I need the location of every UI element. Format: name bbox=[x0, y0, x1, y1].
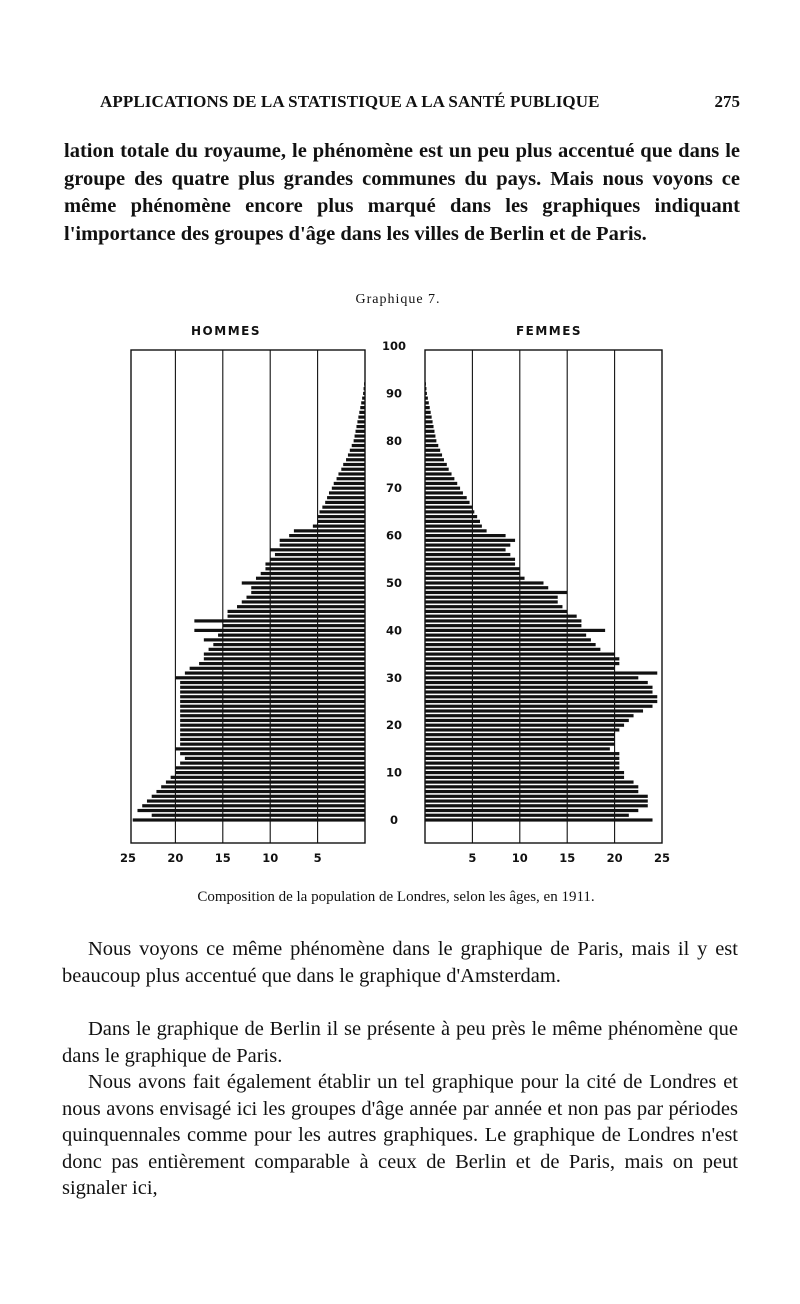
bar-femmes-age-77 bbox=[425, 453, 442, 456]
age-tick-50: 50 bbox=[385, 576, 403, 590]
bar-femmes-age-74 bbox=[425, 468, 449, 471]
bar-femmes-age-88 bbox=[425, 401, 429, 404]
bar-hommes-age-41 bbox=[223, 624, 365, 627]
bar-femmes-age-78 bbox=[425, 449, 440, 452]
bar-femmes-age-32 bbox=[425, 667, 615, 670]
bar-femmes-age-4 bbox=[425, 799, 648, 802]
bar-femmes-age-85 bbox=[425, 416, 432, 419]
bar-hommes-age-45 bbox=[237, 605, 365, 608]
value-tick-right-5: 5 bbox=[468, 851, 477, 865]
bar-femmes-age-1 bbox=[425, 814, 629, 817]
bar-femmes-age-29 bbox=[425, 681, 648, 684]
value-tick-left-5: 5 bbox=[313, 851, 322, 865]
bar-hommes-age-86 bbox=[359, 411, 365, 414]
bar-hommes-age-91 bbox=[364, 387, 365, 390]
bar-hommes-age-38 bbox=[204, 638, 365, 641]
bar-hommes-age-92 bbox=[364, 382, 365, 385]
bar-femmes-age-16 bbox=[425, 743, 615, 746]
bar-hommes-age-62 bbox=[313, 525, 365, 528]
bar-femmes-age-21 bbox=[425, 719, 629, 722]
bar-hommes-age-22 bbox=[180, 714, 365, 717]
bar-femmes-age-0 bbox=[425, 818, 653, 821]
bar-femmes-age-71 bbox=[425, 482, 457, 485]
age-tick-70: 70 bbox=[385, 481, 403, 496]
age-tick-80: 80 bbox=[385, 433, 403, 448]
bar-femmes-age-17 bbox=[425, 738, 615, 741]
bar-hommes-age-27 bbox=[180, 690, 365, 693]
age-tick-30: 30 bbox=[385, 670, 403, 685]
bar-hommes-age-58 bbox=[280, 543, 365, 546]
bar-hommes-age-40 bbox=[194, 629, 365, 632]
bar-hommes-age-85 bbox=[358, 416, 365, 419]
bar-femmes-age-68 bbox=[425, 496, 467, 499]
age-tick-40: 40 bbox=[385, 623, 403, 638]
bar-femmes-age-10 bbox=[425, 771, 624, 774]
bar-femmes-age-46 bbox=[425, 600, 558, 603]
paragraph-2: Nous voyons ce même phénomène dans le graphique de Paris, mais il y est beaucoup plus accentué que dans le graphique d'Amsterdam. bbox=[62, 938, 738, 987]
bar-hommes-age-26 bbox=[180, 695, 365, 698]
bar-femmes-age-53 bbox=[425, 567, 520, 570]
bar-femmes-age-34 bbox=[425, 657, 619, 660]
bar-hommes-age-80 bbox=[354, 439, 365, 442]
bar-hommes-age-52 bbox=[261, 572, 365, 575]
age-tick-20: 20 bbox=[385, 718, 403, 733]
bar-hommes-age-43 bbox=[228, 615, 365, 618]
bar-femmes-age-7 bbox=[425, 785, 638, 788]
bar-hommes-age-24 bbox=[180, 705, 365, 708]
bar-femmes-age-3 bbox=[425, 804, 648, 807]
bar-femmes-age-59 bbox=[425, 539, 515, 542]
bar-hommes-age-42 bbox=[194, 619, 365, 622]
bar-hommes-age-57 bbox=[270, 548, 365, 551]
bar-hommes-age-32 bbox=[190, 667, 365, 670]
bar-femmes-age-5 bbox=[425, 795, 648, 798]
label-femmes: FEMMES bbox=[515, 324, 583, 338]
bar-femmes-age-51 bbox=[425, 577, 525, 580]
page-number: 275 bbox=[714, 92, 740, 111]
bar-hommes-age-44 bbox=[228, 610, 365, 613]
bar-femmes-age-38 bbox=[425, 638, 591, 641]
bar-femmes-age-36 bbox=[425, 648, 600, 651]
bar-femmes-age-50 bbox=[425, 581, 544, 584]
bar-hommes-age-50 bbox=[242, 581, 365, 584]
bar-hommes-age-25 bbox=[180, 700, 365, 703]
bar-hommes-age-61 bbox=[294, 529, 365, 532]
bar-femmes-age-13 bbox=[425, 757, 619, 760]
bar-hommes-age-5 bbox=[152, 795, 365, 798]
bar-femmes-age-26 bbox=[425, 695, 657, 698]
bar-femmes-age-22 bbox=[425, 714, 634, 717]
running-title: APPLICATIONS DE LA STATISTIQUE A LA SANTÉ PUBLIQUE bbox=[100, 92, 600, 111]
bar-hommes-age-74 bbox=[341, 468, 365, 471]
bar-femmes-age-67 bbox=[425, 501, 470, 504]
bar-femmes-age-37 bbox=[425, 643, 596, 646]
bar-hommes-age-6 bbox=[156, 790, 365, 793]
bar-hommes-age-3 bbox=[142, 804, 365, 807]
bar-femmes-age-44 bbox=[425, 610, 567, 613]
value-tick-right-25: 25 bbox=[653, 851, 671, 865]
bar-femmes-age-41 bbox=[425, 624, 581, 627]
bar-hommes-age-31 bbox=[185, 671, 365, 674]
bar-hommes-age-56 bbox=[275, 553, 365, 556]
paragraph-3: Dans le graphique de Berlin il se présente à peu près le même phénomène que dans le graphique de Paris. bbox=[62, 1018, 738, 1067]
bar-hommes-age-83 bbox=[356, 425, 365, 428]
bar-femmes-age-28 bbox=[425, 686, 653, 689]
bar-femmes-age-75 bbox=[425, 463, 447, 466]
bar-femmes-age-15 bbox=[425, 747, 610, 750]
bar-femmes-age-69 bbox=[425, 491, 463, 494]
bar-hommes-age-63 bbox=[318, 520, 365, 523]
bar-femmes-age-48 bbox=[425, 591, 567, 594]
bar-femmes-age-33 bbox=[425, 662, 619, 665]
bar-hommes-age-55 bbox=[270, 558, 365, 561]
bar-femmes-age-70 bbox=[425, 487, 460, 490]
bar-hommes-age-65 bbox=[319, 510, 365, 513]
age-tick-100: 100 bbox=[381, 339, 407, 353]
bar-hommes-age-76 bbox=[346, 458, 365, 461]
bar-femmes-age-76 bbox=[425, 458, 444, 461]
value-tick-right-15: 15 bbox=[559, 851, 576, 865]
bar-femmes-age-61 bbox=[425, 529, 487, 532]
paragraph-4: Nous avons fait également établir un tel graphique pour la cité de Londres et nous avons envisagé ici les groupes d'âge année par année et non pas par périodes quinquennales comme pour les autres graphiques. Le graphique de Londres n'est donc pas entièrement comparable à ceux de Berlin et de Paris, mais on peut signaler ici, bbox=[62, 1071, 738, 1199]
bar-hommes-age-0 bbox=[133, 818, 365, 821]
bar-femmes-age-82 bbox=[425, 430, 434, 433]
bar-femmes-age-35 bbox=[425, 653, 615, 656]
age-tick-10: 10 bbox=[385, 765, 403, 780]
bar-hommes-age-51 bbox=[256, 577, 365, 580]
bar-hommes-age-18 bbox=[180, 733, 365, 736]
bar-femmes-age-12 bbox=[425, 762, 619, 765]
bar-femmes-age-39 bbox=[425, 634, 586, 637]
age-tick-60: 60 bbox=[385, 528, 403, 543]
bar-femmes-age-8 bbox=[425, 780, 634, 783]
bar-hommes-age-53 bbox=[265, 567, 365, 570]
bar-hommes-age-14 bbox=[180, 752, 365, 755]
bar-hommes-age-48 bbox=[251, 591, 365, 594]
bar-femmes-age-55 bbox=[425, 558, 515, 561]
bar-femmes-age-2 bbox=[425, 809, 638, 812]
bar-femmes-age-54 bbox=[425, 562, 515, 565]
value-tick-left-20: 20 bbox=[167, 851, 184, 865]
bar-hommes-age-60 bbox=[289, 534, 365, 537]
bar-hommes-age-11 bbox=[175, 766, 365, 769]
bar-femmes-age-27 bbox=[425, 690, 653, 693]
bar-hommes-age-7 bbox=[161, 785, 365, 788]
bar-hommes-age-81 bbox=[355, 434, 365, 437]
bar-hommes-age-17 bbox=[180, 738, 365, 741]
bar-femmes-age-18 bbox=[425, 733, 615, 736]
age-tick-90: 90 bbox=[385, 386, 403, 401]
bar-hommes-age-2 bbox=[137, 809, 365, 812]
bar-femmes-age-23 bbox=[425, 709, 643, 712]
bar-femmes-age-72 bbox=[425, 477, 454, 480]
bar-hommes-age-89 bbox=[362, 397, 365, 400]
bar-hommes-age-72 bbox=[337, 477, 365, 480]
bar-femmes-age-80 bbox=[425, 439, 436, 442]
bar-femmes-age-63 bbox=[425, 520, 480, 523]
bar-hommes-age-19 bbox=[180, 728, 365, 731]
population-pyramid-chart bbox=[0, 280, 800, 910]
bar-hommes-age-34 bbox=[204, 657, 365, 660]
bar-femmes-age-43 bbox=[425, 615, 577, 618]
bar-hommes-age-78 bbox=[350, 449, 365, 452]
value-tick-right-20: 20 bbox=[606, 851, 623, 865]
bar-hommes-age-10 bbox=[175, 771, 365, 774]
bar-femmes-age-9 bbox=[425, 776, 624, 779]
running-header bbox=[100, 92, 740, 116]
bar-femmes-age-89 bbox=[425, 397, 428, 400]
bar-hommes-age-46 bbox=[242, 600, 365, 603]
bar-femmes-age-31 bbox=[425, 671, 657, 674]
bar-hommes-age-70 bbox=[332, 487, 365, 490]
bar-hommes-age-12 bbox=[180, 762, 365, 765]
value-tick-left-25: 25 bbox=[119, 851, 137, 865]
label-hommes: HOMMES bbox=[191, 324, 261, 338]
bar-femmes-age-64 bbox=[425, 515, 477, 518]
bar-femmes-age-19 bbox=[425, 728, 619, 731]
bar-hommes-age-39 bbox=[218, 634, 365, 637]
bar-hommes-age-20 bbox=[180, 724, 365, 727]
bar-hommes-age-68 bbox=[327, 496, 365, 499]
bar-hommes-age-87 bbox=[360, 406, 365, 409]
bar-femmes-age-84 bbox=[425, 420, 433, 423]
bar-hommes-age-47 bbox=[247, 596, 366, 599]
bar-hommes-age-4 bbox=[147, 799, 365, 802]
bar-hommes-age-64 bbox=[318, 515, 365, 518]
bar-hommes-age-15 bbox=[175, 747, 365, 750]
bar-hommes-age-73 bbox=[338, 472, 365, 475]
bar-hommes-age-36 bbox=[209, 648, 365, 651]
bar-hommes-age-1 bbox=[152, 814, 365, 817]
bar-femmes-age-90 bbox=[425, 392, 427, 395]
bar-hommes-age-9 bbox=[171, 776, 365, 779]
paragraph-1: lation totale du royaume, le phénomène est un peu plus accentué que dans le groupe des quatre plus grandes communes du pays. Mais nous voyons ce même phénomène encore plus marqué dans les graphiques indiquant l'importance des groupes d'âge dans les villes de Berlin et de Paris. bbox=[64, 140, 740, 245]
bar-femmes-age-14 bbox=[425, 752, 619, 755]
bar-hommes-age-71 bbox=[334, 482, 365, 485]
bar-femmes-age-79 bbox=[425, 444, 438, 447]
bar-hommes-age-84 bbox=[357, 420, 365, 423]
bar-femmes-age-60 bbox=[425, 534, 506, 537]
bar-femmes-age-92 bbox=[425, 382, 426, 385]
bar-femmes-age-58 bbox=[425, 543, 510, 546]
bar-femmes-age-73 bbox=[425, 472, 452, 475]
bar-hommes-age-88 bbox=[361, 401, 365, 404]
bar-femmes-age-56 bbox=[425, 553, 510, 556]
bar-hommes-age-67 bbox=[325, 501, 365, 504]
bar-femmes-age-87 bbox=[425, 406, 430, 409]
bar-hommes-age-16 bbox=[180, 743, 365, 746]
bar-hommes-age-69 bbox=[329, 491, 365, 494]
bar-hommes-age-8 bbox=[166, 780, 365, 783]
bar-femmes-age-66 bbox=[425, 506, 472, 509]
bar-femmes-age-57 bbox=[425, 548, 506, 551]
bar-femmes-age-40 bbox=[425, 629, 605, 632]
bar-femmes-age-86 bbox=[425, 411, 431, 414]
value-tick-left-15: 15 bbox=[214, 851, 231, 865]
bar-hommes-age-75 bbox=[343, 463, 365, 466]
bar-femmes-age-52 bbox=[425, 572, 520, 575]
bar-hommes-age-28 bbox=[180, 686, 365, 689]
bar-femmes-age-24 bbox=[425, 705, 653, 708]
bar-femmes-age-30 bbox=[425, 676, 638, 679]
bar-hommes-age-79 bbox=[352, 444, 365, 447]
bar-hommes-age-77 bbox=[348, 453, 365, 456]
bar-hommes-age-13 bbox=[185, 757, 365, 760]
bar-hommes-age-23 bbox=[180, 709, 365, 712]
age-tick-0: 0 bbox=[389, 813, 399, 827]
bar-femmes-age-6 bbox=[425, 790, 638, 793]
bar-hommes-age-37 bbox=[213, 643, 365, 646]
bar-femmes-age-47 bbox=[425, 596, 558, 599]
bar-femmes-age-20 bbox=[425, 724, 624, 727]
bar-femmes-age-83 bbox=[425, 425, 434, 428]
bar-hommes-age-29 bbox=[180, 681, 365, 684]
chart-title: Graphique 7. bbox=[355, 292, 441, 307]
bar-femmes-age-65 bbox=[425, 510, 474, 513]
bar-femmes-age-42 bbox=[425, 619, 581, 622]
bar-hommes-age-49 bbox=[251, 586, 365, 589]
bar-hommes-age-21 bbox=[180, 719, 365, 722]
chart-caption: Composition de la population de Londres, selon les âges, en 1911. bbox=[197, 889, 595, 905]
bar-hommes-age-66 bbox=[322, 506, 365, 509]
bar-hommes-age-54 bbox=[265, 562, 365, 565]
bar-femmes-age-91 bbox=[425, 387, 426, 390]
bar-femmes-age-62 bbox=[425, 525, 482, 528]
bar-hommes-age-59 bbox=[280, 539, 365, 542]
bar-femmes-age-81 bbox=[425, 434, 435, 437]
value-tick-right-10: 10 bbox=[511, 851, 528, 865]
bar-femmes-age-49 bbox=[425, 586, 548, 589]
bar-hommes-age-30 bbox=[175, 676, 365, 679]
bar-femmes-age-25 bbox=[425, 700, 657, 703]
value-tick-left-10: 10 bbox=[262, 851, 279, 865]
bar-hommes-age-35 bbox=[204, 653, 365, 656]
bar-hommes-age-90 bbox=[363, 392, 365, 395]
bar-hommes-age-33 bbox=[199, 662, 365, 665]
chart-bars bbox=[133, 382, 658, 821]
bar-femmes-age-11 bbox=[425, 766, 619, 769]
bar-femmes-age-45 bbox=[425, 605, 562, 608]
bar-hommes-age-82 bbox=[356, 430, 365, 433]
